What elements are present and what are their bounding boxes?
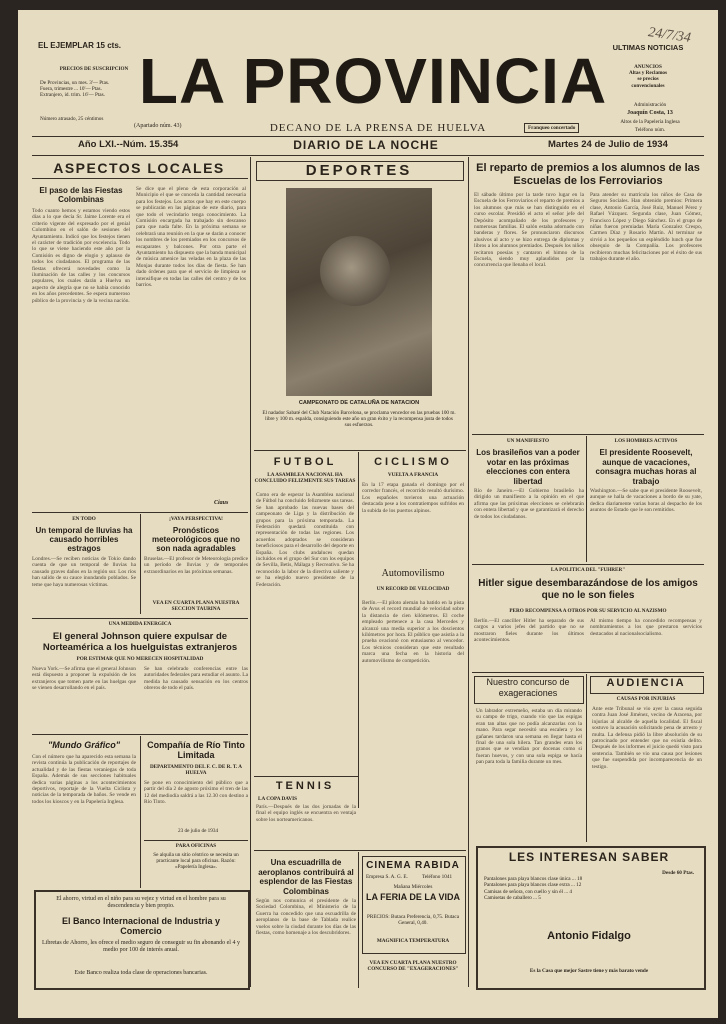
newspaper-subtitle: DECANO DE LA PRENSA DE HUELVA — [269, 122, 487, 134]
kicker-departamento: DEPARTAMENTO DEL F. C. DE R. T. A HUELVA — [149, 764, 243, 777]
section-audiencia: AUDIENCIA — [606, 677, 686, 689]
kicker-causas: CAUSAS POR INJURIAS — [616, 696, 676, 702]
headline-vuelta: VUELTA A FRANCIA — [387, 472, 439, 478]
price-line: Fuera, trimestre ... 10'— Ptas. — [40, 86, 102, 93]
cinema-film: LA FERIA DE LA VIDA — [366, 892, 460, 902]
article-body-hitler-2: Al mismo tiempo ha concedido recompensas y nombramientos a los que prestaron servicios destacados al nacionalsocialismo. — [590, 618, 702, 637]
article-body-johnson-2: Se han celebrado conferencias entre las autoridades federales para estudiar el asunto. La medida ha causado sensación en los centros obreros de todo el país. — [144, 666, 248, 692]
article-body-reparto: El sábado último por la tarde tuvo lugar en la Escuela de los Ferroviarios el reparto de premios a los alumnos que más se han distinguido en el curso escolar. Presidió el acto el señor jefe del Depósito acompañado de los profesores y numerosas familias. El salón estaba adornado con banderas y flores. Se pronunciaron discursos alusivos al acto y se hizo entrega de diplomas y libros a los alumnos premiados. Después los niños recitaron poesías y cantaron el himno de la Escuela, siendo muy aplaudidos por la concurrencia que llenaba el local. — [474, 192, 584, 269]
article-body-fiestas-2: Se dice que el pleno de esta corporación al Municipio el que se conceda la cantidad necesaria para los festejos. Los actos que hay en este cuerpo se publicarán en las páginas de este diario, para que todo el vecindario tenga conocimiento. La Comisión encargada ha trabajado sin descanso para que nada falte. En la próxima semana se celebrará una reunión en la que se darán a conocer los nombres de los premiados en los concursos de escaparates y balcones. Por otra parte el Ayuntamiento ha dispuesto que la banda municipal de música amenice las veladas en la plaza de las Monjas durante todos los días de fiesta. Se han dado órdenes para que el servicio de limpieza se intensifique en todas las calles del centro y de los barrios. — [136, 186, 246, 289]
vea-seccion-taurina: VEA EN CUARTA PLANA NUESTRA SECCION TAURINA — [152, 600, 240, 613]
latest-news-label: ULTIMAS NOTICIAS — [612, 43, 684, 52]
kicker-vaya: ¡VAYA PERSPECTIVA! — [169, 516, 223, 522]
section-futbol: FUTBOL — [273, 456, 337, 468]
handwritten-note: 24/7/34 — [647, 25, 692, 46]
rio-tinto-date: 23 de julio de 1934 — [178, 828, 219, 834]
tailor-line: Pantalones para playa blancos clase única ... 18 — [484, 876, 583, 883]
cinema-phone: Teléfono 1041 — [422, 874, 453, 880]
tailor-line: Camisetas de caballero ... 5 — [484, 894, 541, 901]
bank-name: El Banco Internacional de Industria y Comercio — [61, 916, 221, 936]
headline-pronosticos: Pronósticos meteorológicos que no son nada agradables — [151, 526, 240, 553]
headline-asamblea: LA ASAMBLEA NACIONAL HA CONCLUIDO FELIZMENTE SUS TAREAS — [254, 472, 356, 485]
tailor-line: Desde 60 Ptas. — [662, 870, 694, 876]
back-issue-note: Número atrasado, 25 céntimos — [40, 116, 104, 122]
article-body-futbol: Como era de esperar la Asamblea nacional de Fútbol ha concluido felizmente sus tareas. Se han aprobado las nuevas bases del campeonato de Liga y la distribución de grupos para la próxima temporada. La Federación quedará constituida con representación de todas las regiones. Los acuerdos adoptados se consideran beneficiosos para el desarrollo del deporte en España. Los clubs andaluces quedan incluidos en el grupo del Sur con los equipos de Sevilla, Betis, Málaga y Recreativo. Se ha reconocido la labor de la directiva saliente y se ha elegido nuevo presidente de la Federación. — [256, 492, 354, 588]
bank-ad-foot: Este Banco realiza toda clase de operaciones bancarias. — [74, 970, 208, 976]
headline-copa-davis: LA COPA DAVIS — [258, 796, 298, 802]
ads-line: Altas y Reclamos — [628, 70, 668, 77]
bank-ad-line2: Libretas de Ahorro, les ofrece el medio seguro de conseguir su fin abonando el 4 y medio por 100 de interés anual. — [42, 940, 240, 953]
headline-johnson: El general Johnson quiere expulsar de Norteamérica a los huelguistas extranjeros — [42, 631, 238, 653]
headline-escuadrilla: Una escuadrilla de aeroplanos contribuirá al esplendor de las Fiestas Colombinas — [258, 858, 354, 896]
kicker-politica: LA POLITICA DEL "FUHRER" — [550, 567, 626, 573]
headline-hitler: Hitler sigue desembarazándose de los amigos que no le son fieles — [478, 578, 698, 601]
tailor-ad-title: LES INTERESAN SABER — [508, 850, 670, 864]
article-signature: Ciaus — [214, 500, 229, 506]
kicker-hospitalidad: POR ESTIMAR QUE NO MERECEN HOSPITALIDAD — [76, 656, 204, 662]
photo-subcaption: El nadador Sabaté del Club Natación Barcelona, se proclama vencedor en las pruebas 100 m. libre y 100 m. espalda, consiguiendo este año un gran éxito y la recompensa justa de todos sus esfuerzos. — [262, 410, 456, 429]
article-body-roosevelt: Washington.—Se sabe que el presidente Roosevelt, aunque se halla de vacaciones a bordo de su yate, dedica diariamente varias horas al despacho de los asuntos de Estado que le son remitidos. — [590, 488, 702, 514]
para-oficinas-title: PARA OFICINAS — [175, 843, 217, 849]
kicker-medida: UNA MEDIDA ENERGICA — [108, 621, 172, 627]
article-body-mundo: Con el número que ha aparecido esta semana la revista continúa la publicación de reportajes de actualidad y de las fiestas veraniegas de toda España. Además de sus secciones habituales dedica varias páginas a los acontecimientos deportivos, reportaje de la Vuelta Ciclista y noticias de la temporada de baños. Se vende en todos los kioscos y en la Papelería Inglesa. — [32, 754, 136, 805]
article-body-rio-tinto: Se pone en conocimiento del público que a partir del día 2 de agosto próximo el tren de las 12 del mediodía saldrá a las 12.30 con destino a Río Tinto. — [144, 780, 248, 806]
article-body-auto: Berlín.—El piloto alemán ha batido en la pista de Avus el record mundial de velocidad sobre la distancia de cien kilómetros. El coche empleado pertenece a la casa Mercedes y alcanzó una media superior a los doscientos kilómetros por hora. El público que asistía a la prueba ovacionó con entusiasmo al vencedor. Los técnicos consideran que este resultado marca una fecha en la historia del automovilismo de competición. — [362, 600, 464, 664]
section-deportes: DEPORTES — [305, 162, 413, 179]
ads-line: convencionales — [631, 82, 665, 89]
cinema-empresa: Empresa S. A. G. E. — [366, 874, 408, 880]
headline-roosevelt: El presidente Roosevelt, aunque de vacaciones, consagra muchas horas al trabajo — [595, 448, 697, 486]
tailor-line: Pantalones para playa blancos clase extra ... 12 — [484, 882, 582, 889]
tailor-ad-lines — [484, 870, 694, 901]
tailor-name: Antonio Fidalgo — [547, 930, 631, 942]
article-body-concurso: Un labrador extremeño, estaba un día mirando su campo de trigo, cuando vio que las espigas eran tan altas que no podía alcanzarlas con la mano. Para segar necesitó una escalera y los gañanes tardaron una semana en llegar hasta el final de una sola hilera. Tan grandes eran los granos que se vendían por docenas como si fueran huevos, y con una sola espiga se hacía pan para toda la familia durante un mes. — [476, 708, 582, 766]
headline-rio-tinto: Compañía de Río Tinto Limitada — [147, 740, 245, 760]
newspaper-title: LA PROVINCIA — [138, 45, 608, 117]
article-body-brasil: Río de Janeiro.—El Gobierno brasileño ha dirigido un manifiesto a la opinión en el que afirma que las próximas elecciones se celebrarán con entera libertad y que se garantizará el derecho de todos los ciudadanos. — [474, 488, 584, 520]
section-automovilismo: Automovilismo — [381, 568, 445, 579]
article-body-audiencia: Ante este Tribunal se vio ayer la causa seguida contra Juan José Jiménez, vecino de Aracena, por injurias al alcalde de aquella localidad. El fiscal sostuvo la acusación solicitando pena de arresto y multa. La defensa pidió la libre absolución de su patrocinado por entender que no existía delito. Después de los informes el juicio quedó visto para sentencia. También se vio una causa por lesiones que fue suspendida por incomparecencia de un testigo. — [592, 706, 702, 770]
price-line: Extranjero, id. trim. 16'— Ptas. — [40, 92, 105, 99]
subscription-title: PRECIOS DE SUSCRIPCION — [59, 66, 129, 72]
article-body-tennis: París.—Después de las dos jornadas de la final el equipo inglés se encuentra en ventaja sobre los norteamericanos. — [256, 804, 356, 823]
cinema-title: CINEMA RABIDA — [366, 860, 460, 871]
cinema-temperature: MAGNIFICA TEMPERATURA — [376, 938, 450, 944]
vea-exageraciones: VEA EN CUARTA PLANA NUESTRO CONCURSO DE "EXAGERACIONES" — [367, 960, 459, 973]
franqueo-stamp: Franqueo concertado — [524, 123, 579, 133]
cinema-day: Mañana Miércoles — [393, 884, 433, 890]
tailor-line: Camisas de señora, con cuello y sin él ... 4 — [484, 888, 573, 895]
issue-number: Año LXI.--Núm. 15.354 — [78, 139, 179, 150]
section-aspectos-locales: ASPECTOS LOCALES — [53, 160, 225, 176]
section-tennis: TENNIS — [275, 780, 335, 792]
photo-caption: CAMPEONATO DE CATALUÑA DE NATACION — [298, 400, 420, 406]
kicker-hombres: LOS HOMBRES ACTIVOS — [614, 438, 678, 444]
article-body-pronosticos: Bruselas.—El profesor de Meteorología predice un período de lluvias y de temporales extraordinarios en las próximas semanas. — [144, 556, 248, 575]
admin-phone: Teléfono núm. — [634, 127, 666, 133]
headline-temporal: Un temporal de lluvias ha causado horribles estragos — [35, 526, 133, 553]
para-oficinas-text: Se alquila un sitio céntrico se necesita un practicante local para oficinas. Razón: «Papelería Inglesa». — [153, 852, 239, 871]
issue-date: Martes 24 de Julio de 1934 — [548, 139, 668, 150]
article-body-fiestas: Todo cuanto hemos y estamos viendo estos días a lo que decía Sr. Jaime Lorente era el criterio vigente del expresado por el genial Colombino en el salón de sesiones del Ayuntamiento. Indicó que los festejos tienen el carácter de tradición por excelencia. Todo lo que se viene haciendo este año por la Comisión es digno de elogio y aplauso de todos los ciudadanos. El programa de las fiestas ofrecerá novedades como la iluminación de las calles y los concursos populares, los cuales darán a Huelva un aspecto de alegría que no se había conocido en los años precedentes. Se espera numeroso público de la provincia y de la vecina nación. — [32, 208, 130, 304]
kicker-en-todo: EN TODO — [72, 516, 96, 522]
ads-line: ANUNCIOS — [634, 64, 662, 70]
headline-mundo-grafico: "Mundo Gráfico" — [47, 740, 121, 750]
kicker-manifiesto: UN MANIFIESTO — [506, 438, 550, 444]
apartado: (Apartado núm. 43) — [134, 123, 182, 129]
diary-label: DIARIO DE LA NOCHE — [293, 138, 439, 152]
article-body-temporal: Londres.—Se reciben noticias de Tokio dando cuenta de que un temporal de lluvias ha causado graves daños en la región sur. Los ríos han salido de su cauce inundando poblados. Se teme que haya numerosas víctimas. — [32, 556, 136, 588]
headline-record: UN RECORD DE VELOCIDAD — [376, 586, 450, 592]
admin-address: Joaquín Costa, 13 — [627, 110, 673, 116]
swimmer-face — [320, 236, 390, 306]
ads-line: se precios — [637, 76, 659, 83]
bank-ad-line1: El ahorro, virtud en el niño para su vejez y virtud en el hombre para su descendencia y bien propio. — [56, 896, 226, 909]
headline-concurso: Nuestro concurso de exageraciones — [486, 677, 570, 698]
admin-label: Administración — [633, 102, 667, 108]
article-body-johnson: Nueva York.—Se afirma que el general Johnson está dispuesto a proponer la expulsión de los extranjeros que tomen parte en las huelgas que se vienen desarrollando en el país. — [32, 666, 136, 692]
kicker-hitler: PERO RECOMPENSA A OTROS POR SU SERVICIO AL NAZISMO — [509, 608, 667, 614]
subscription-prices — [40, 80, 150, 99]
article-body-ciclismo: En la 17 etapa ganada el domingo por el corredor francés, el recorrido resultó durísimo. Los españoles tuvieron una actuación destacada pese a los contratiempos sufridos en la subida de los puertos alpinos. — [362, 482, 464, 514]
article-body-reparto-2: Para atender su matrícula los niños de Casa de Seguros Sociales. Han obtenido premios: Primera clase, Antonio García, José Ruiz, Manuel Pérez y Rafael Vázquez. Segunda clase, Juan Gómez, Francisco López y Diego Sánchez. En el grupo de niñas fueron premiadas María Gonzalez Crespo, Carmen Díaz y Rosario Martín. Al terminar se sirvió a los pequeños un espléndido lunch que fue obsequio de la Compañía. Los profesores recibieron muchas felicitaciones por el éxito de sus trabajos durante el año. — [590, 192, 702, 263]
headline-reparto: El reparto de premios a los alumnos de las Escuelas de los Ferroviarios — [476, 162, 700, 187]
price-banner: EL EJEMPLAR 15 cts. — [38, 41, 121, 50]
admin-address-2: Altos de la Papelería Inglesa — [620, 119, 680, 125]
price-line: De Provincias, un mes. 3'— Ptas. — [40, 80, 110, 86]
headline-brasil: Los brasileños van a poder votar en las próximas elecciones con entera libertad — [476, 448, 580, 486]
section-ciclismo: CICLISMO — [374, 456, 452, 468]
newspaper-page — [18, 10, 718, 1018]
headline-fiestas: El paso de las Fiestas Colombinas — [39, 186, 123, 204]
cinema-prices: PRECIOS: Butaca Preferencia, 0,75. Butaca General, 0,40. — [366, 914, 460, 927]
article-body-hitler: Berlín.—El canciller Hitler ha separado de sus cargos a varios jefes del partido que no se mostraron fieles durante los últimos acontecimientos. — [474, 618, 584, 644]
article-body-escuadrilla: Según nos comunica el presidente de la Sociedad Colombina, el Ministerio de la Guerra ha concedido que una escuadrilla de aeroplanos de la base de Tablada realice vuelos sobre la ciudad durante los días de las fiestas, como homenaje a los descubridores. — [256, 898, 356, 937]
ads-info — [608, 64, 688, 89]
tailor-ad-foot: Es la Casa que mejor Sastre tiene y más barato vende — [529, 968, 649, 974]
